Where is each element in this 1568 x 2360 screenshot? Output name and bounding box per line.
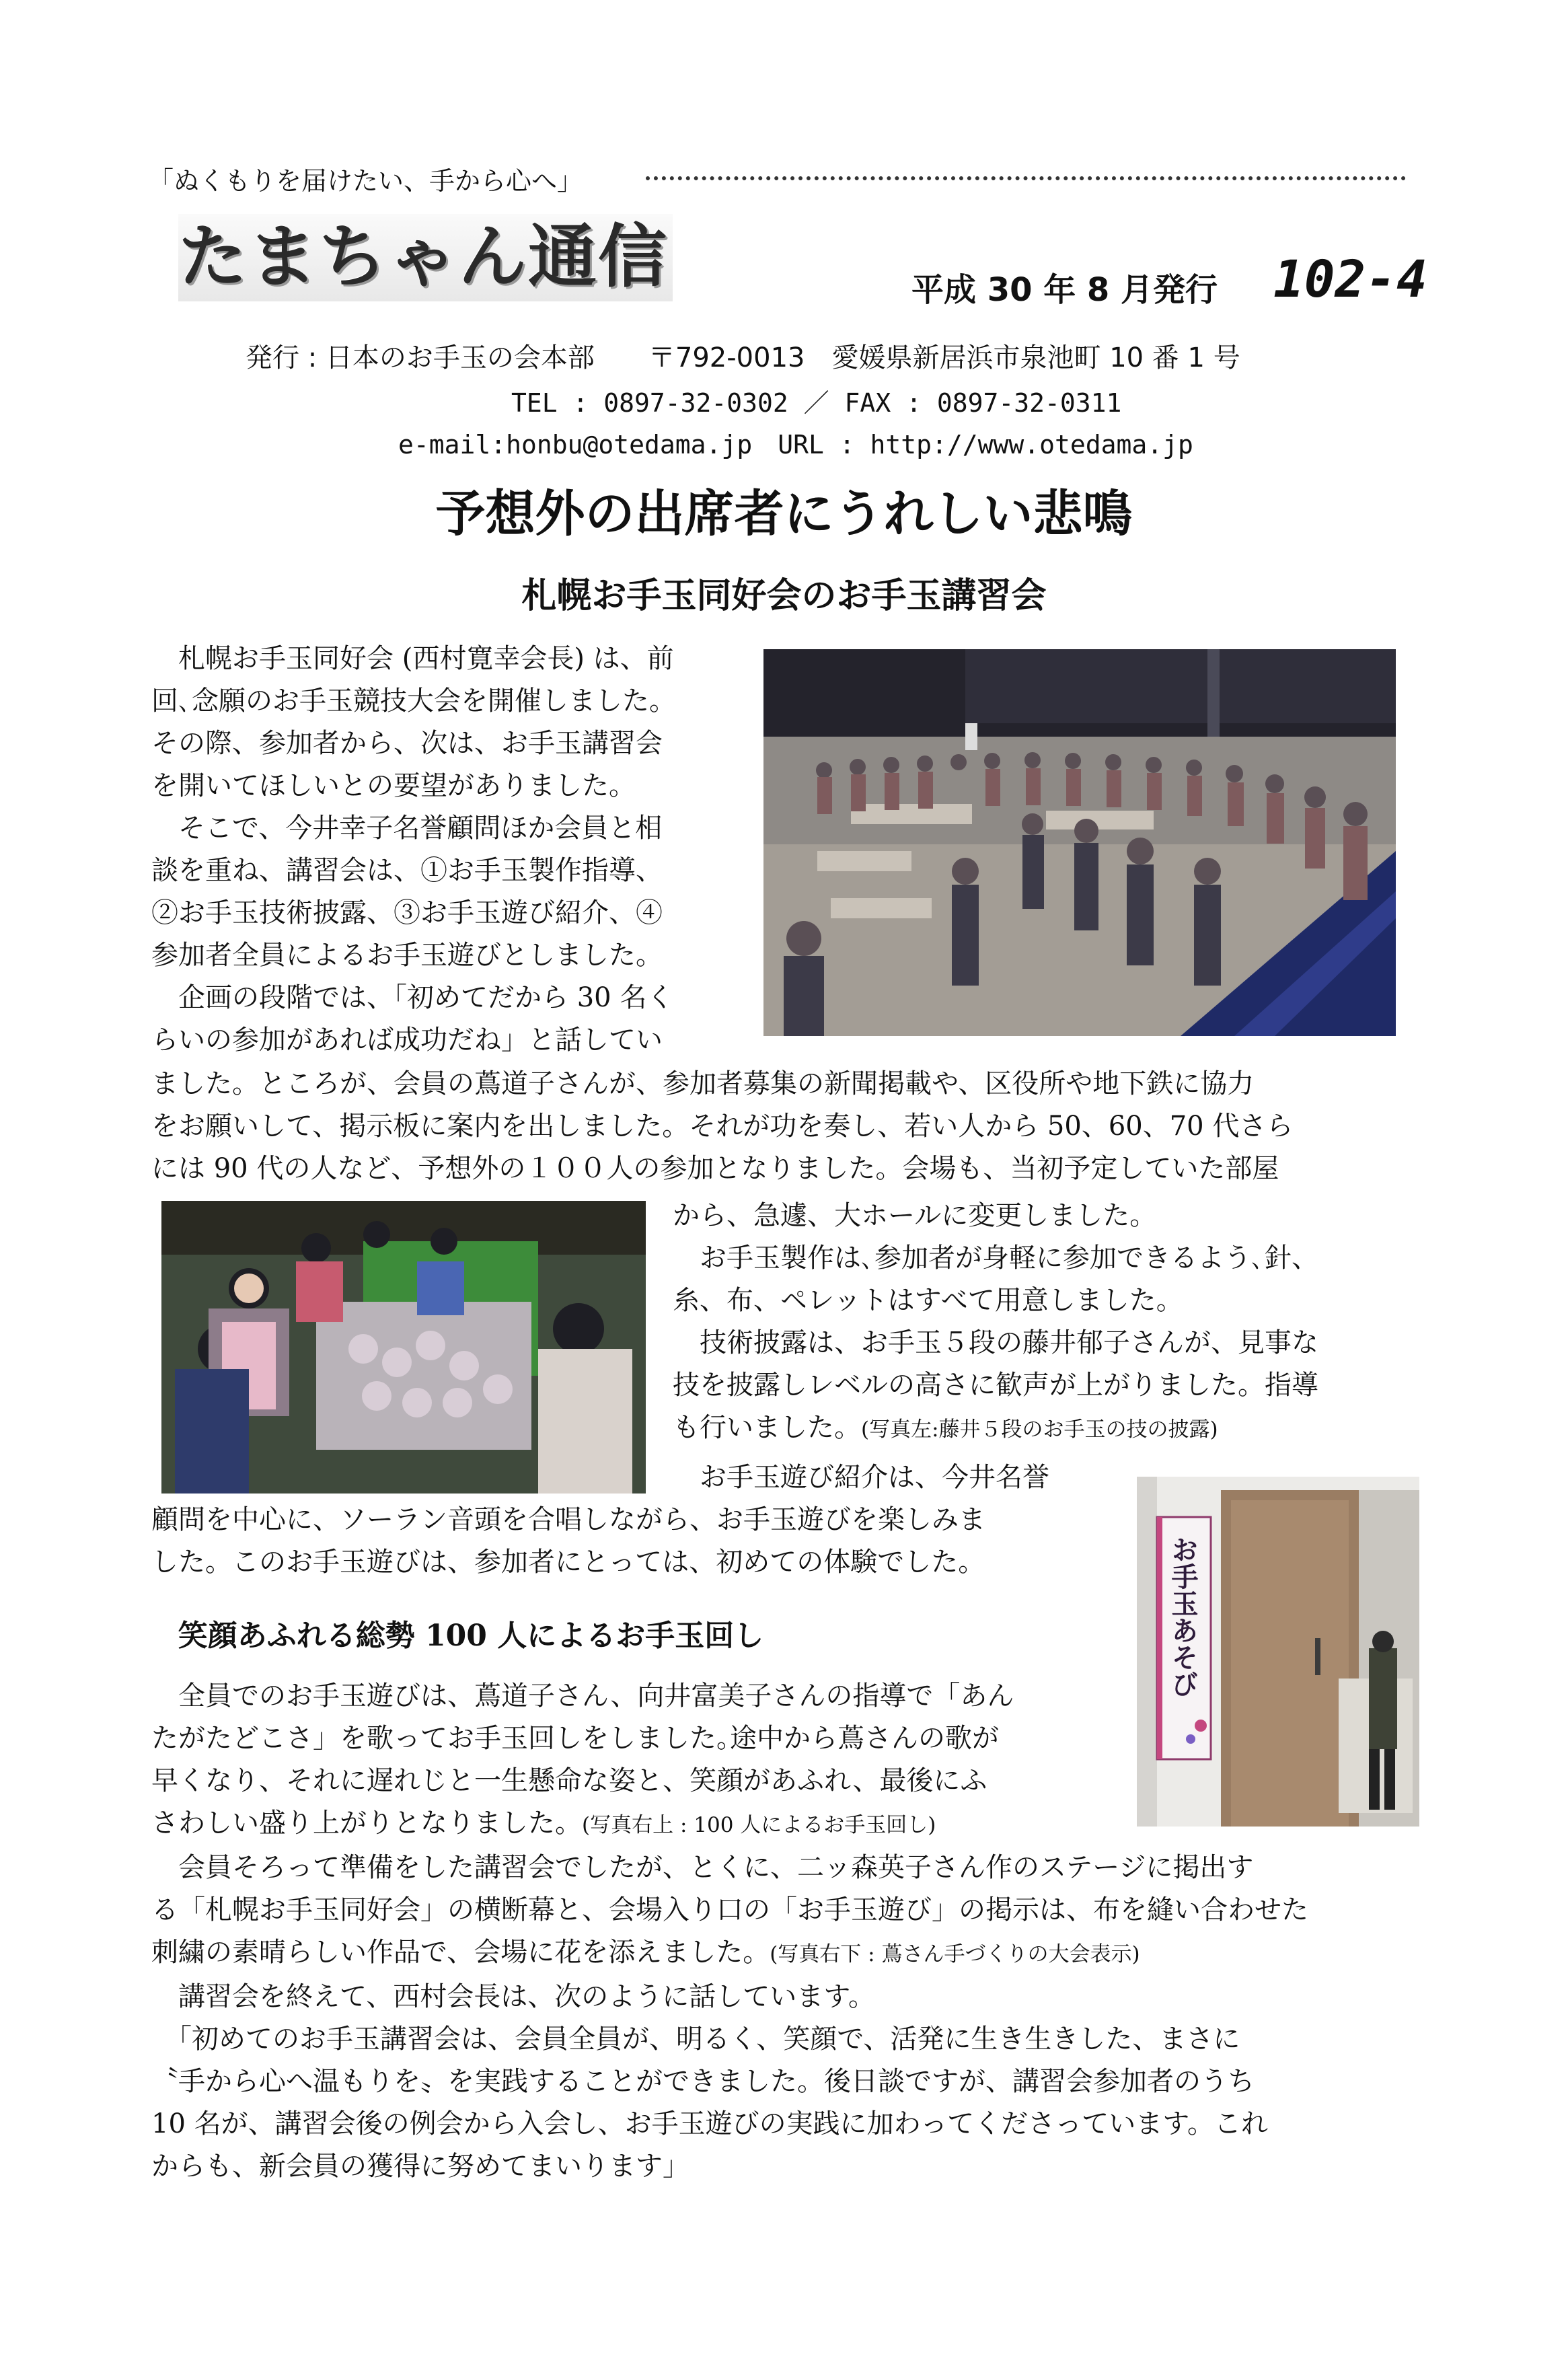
text-line: 談を重ね、講習会は、①お手玉製作指導、 — [151, 855, 663, 886]
text-line — [673, 1407, 1419, 1451]
text-line: 技術披露は、お手玉５段の藤井郁子さんが、見事な — [673, 1327, 1318, 1358]
text-line: 10 名が、講習会後の例会から入会し、お手玉遊びの実践に加わってくださっています。これ — [151, 2108, 1269, 2139]
body-full-2 — [151, 1847, 1416, 2188]
text-run: も行いました。 — [673, 1412, 861, 1443]
caption-top-right-photo: (写真右上 : 100 人によるお手玉回し) — [582, 1813, 936, 1837]
text-line: を開いてほしいとの要望がありました。 — [151, 770, 636, 801]
body-column-2 — [673, 1195, 1419, 1451]
text-line: たがたどこさ」を歌ってお手玉回しをしました｡途中から蔦さんの歌が — [151, 1723, 999, 1754]
photo-technique-demo — [161, 1201, 646, 1494]
publisher-line: 発行 : 日本のお手玉の会本部 〒792-0013 愛媛県新居浜市泉池町 10 番 1 号 — [246, 342, 1240, 373]
text-line: 全員でのお手玉遊びは、蔦道子さん、向井富美子さんの指導で「あん — [151, 1681, 1014, 1711]
text-line: そこで、今井幸子名誉顧問ほか会員と相 — [151, 813, 663, 844]
text-line: る「札幌お手玉同好会」の横断幕と、会場入り口の「お手玉遊び」の掲示は、布を縫い合わせた — [151, 1894, 1308, 1925]
text-line: 技を披露しレベルの高さに歓声が上がりました。指導 — [673, 1370, 1318, 1401]
body-column-3b — [151, 1499, 1127, 1584]
body-full-1 — [151, 1063, 1416, 1190]
text-line: 講習会を終えて、西村会長は、次のように話しています。 — [151, 1981, 875, 2012]
text-line: からも、新会員の獲得に努めてまいります」 — [151, 2151, 689, 2182]
text-run: 刺繍の素晴らしい作品で、会場に花を添えました。 — [151, 1937, 770, 1968]
text-line: 「初めてのお手玉講習会は、会員全員が、明るく、笑顔で、活発に生き生きした、まさに — [151, 2024, 1240, 2055]
banner-text: お手玉あそび — [1167, 1536, 1199, 1697]
text-line: 〝手から心へ温もりを〟を実践することができました。後日談ですが、講習会参加者のうち — [151, 2066, 1255, 2097]
text-line: 糸、布、ペレットはすべて用意しました。 — [673, 1285, 1183, 1316]
caption-bottom-right-photo: (写真右下 : 蔦さん手づくりの大会表示) — [770, 1942, 1140, 1966]
text-line: ②お手玉技術披露、③お手玉遊び紹介、④ — [151, 897, 663, 928]
text-line: お手玉遊び紹介は、今井名誉 — [673, 1462, 1049, 1493]
text-line — [151, 1931, 1416, 1976]
text-line: その際、参加者から、次は、お手玉講習会 — [151, 728, 663, 759]
text-line: 会員そろって準備をした講習会でしたが、とくに、二ッ森英子さん作のステージに掲出す — [151, 1852, 1254, 1883]
tel-fax: TEL : 0897-32-0302 ／ FAX : 0897-32-0311 — [511, 388, 1122, 418]
text-line: お手玉製作は､参加者が身軽に参加できるよう､針、 — [673, 1243, 1318, 1274]
photo-hall-participants — [763, 649, 1396, 1036]
body-column-4 — [151, 1675, 1127, 1847]
text-line: から、急遽、大ホールに変更しました。 — [673, 1200, 1157, 1231]
section-title: 笑顔あふれる総勢 100 人によるお手玉回し — [178, 1619, 764, 1653]
photo-event-sign — [1137, 1477, 1419, 1827]
caption-left-photo: (写真左:藤井５段のお手玉の技の披露) — [861, 1417, 1218, 1442]
text-line: 早くなり、それに遅れじと一生懸命な姿と、笑顔があふれ、最後にふ — [151, 1765, 987, 1796]
dotted-rule — [646, 176, 1406, 180]
text-line: 参加者全員によるお手玉遊びとしました。 — [151, 940, 663, 971]
text-line: をお願いして、掲示板に案内を出しました。それが功を奏し、若い人から 50、60、70 代さら — [151, 1111, 1294, 1142]
text-line: 顧問を中心に、ソーラン音頭を合唱しながら、お手玉遊びを楽しみま — [151, 1504, 985, 1535]
subheadline: 札幌お手玉同好会のお手玉講習会 — [521, 576, 1047, 616]
headline: 予想外の出席者にうれしい悲鳴 — [435, 485, 1133, 543]
newsletter-title: たまちゃん通信 — [178, 214, 673, 301]
issue-date: 平成 30 年 8 月発行 — [911, 271, 1218, 309]
text-line: ました。ところが、会員の蔦道子さんが、参加者募集の新聞掲載や、区役所や地下鉄に協力 — [151, 1068, 1255, 1099]
body-column-3a — [673, 1456, 1144, 1499]
text-line: 企画の段階では、「初めてだから 30 名く — [151, 982, 674, 1013]
body-column-1 — [151, 638, 743, 1062]
email-url: e-mail:honbu@otedama.jp URL : http://www.otedama.jp — [398, 430, 1193, 459]
text-line: 札幌お手玉同好会 (西村寛幸会長) は、前 — [151, 643, 674, 674]
tagline: 「ぬくもりを届けたい、手から心へ」 — [148, 166, 583, 196]
text-line: らいの参加があれば成功だね」と話してい — [151, 1025, 663, 1056]
text-run: さわしい盛り上がりとなりました。 — [151, 1808, 582, 1839]
text-line: には 90 代の人など、予想外の１００人の参加となりました。会場も、当初予定していた部屋 — [151, 1153, 1279, 1184]
issue-number: 102-4 — [1273, 249, 1427, 309]
text-line — [151, 1802, 1127, 1847]
text-line: した。このお手玉遊びは、参加者にとっては、初めての体験でした。 — [151, 1547, 985, 1578]
text-line: 回､念願のお手玉競技大会を開催しました。 — [151, 686, 676, 716]
